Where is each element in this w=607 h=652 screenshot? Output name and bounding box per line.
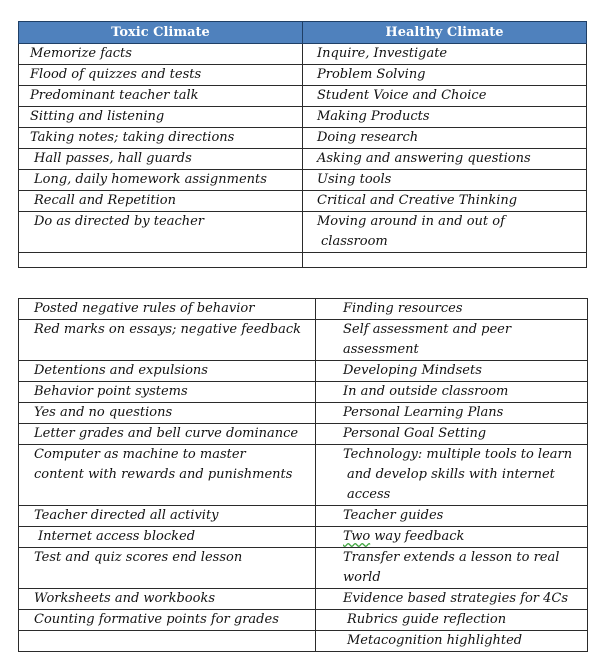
toxic-cell: Test and quiz scores end lesson [19,548,316,589]
toxic-cell: Red marks on essays; negative feedback [19,320,316,361]
healthy-cell: Teacher guides [316,506,588,527]
toxic-cell: Letter grades and bell curve dominance [19,424,316,445]
toxic-cell [19,191,303,212]
table-row [19,403,588,424]
table-row [19,65,587,86]
toxic-cell: Memorize facts [19,44,303,65]
healthy-cell: Evidence based strategies for 4Cs [316,589,588,610]
table-row [19,631,588,652]
toxic-cell-text: Do as directed by teacher [34,214,205,229]
healthy-cell-text: Metacognition highlighted [347,633,523,648]
healthy-cell [316,631,588,652]
table-row [19,44,587,65]
table-row [19,548,588,589]
toxic-cell: Detentions and expulsions [19,361,316,382]
toxic-cell [19,527,316,548]
table-row [19,170,587,191]
healthy-cell-text: Rubrics guide reflection [347,612,507,627]
healthy-cell [316,610,588,631]
empty-cell [303,253,587,268]
healthy-cell: Problem Solving [303,65,587,86]
table-row [19,149,587,170]
toxic-cell: Taking notes; taking directions [19,128,303,149]
toxic-cell [19,149,303,170]
toxic-cell-text: Internet access blocked [38,529,196,544]
toxic-cell: Posted negative rules of behavior [19,299,316,320]
healthy-cell-line-2: classroom [321,234,388,249]
toxic-cell [19,631,316,652]
healthy-cell: In and outside classroom [316,382,588,403]
healthy-cell [303,212,587,253]
toxic-cell: Sitting and listening [19,107,303,128]
table-row [19,527,588,548]
toxic-cell: Yes and no questions [19,403,316,424]
healthy-cell [316,527,588,548]
toxic-cell-text: Hall passes, hall guards [34,151,192,166]
table-row [19,107,587,128]
healthy-cell: Student Voice and Choice [303,86,587,107]
table-row [19,424,588,445]
toxic-cell [19,170,303,191]
table-row [19,445,588,506]
toxic-climate-header: Toxic Climate [19,22,303,44]
table-row [19,212,587,253]
table-row [19,320,588,361]
healthy-cell: Developing Mindsets [316,361,588,382]
healthy-cell [316,445,588,506]
empty-cell [19,253,303,268]
healthy-cell: Inquire, Investigate [303,44,587,65]
toxic-cell: Counting formative points for grades [19,610,316,631]
toxic-cell: Predominant teacher talk [19,86,303,107]
table-row [19,128,587,149]
climate-comparison-table-2 [18,298,588,652]
table-row [19,506,588,527]
toxic-cell [19,445,316,506]
table-row [19,610,588,631]
toxic-cell: Flood of quizzes and tests [19,65,303,86]
toxic-cell-text: Recall and Repetition [34,193,176,208]
healthy-cell: Finding resources [316,299,588,320]
healthy-cell: Personal Goal Setting [316,424,588,445]
healthy-cell: Self assessment and peer assessment [316,320,588,361]
table-row [19,86,587,107]
climate-comparison-table-1 [18,21,587,268]
spellcheck-underlined-word: Two [343,529,371,544]
table-row [19,589,588,610]
empty-row [19,253,587,268]
healthy-cell: Making Products [303,107,587,128]
table-header-row [19,22,587,44]
toxic-cell [19,212,303,253]
toxic-cell-line-1: Computer as machine to master [34,447,246,462]
healthy-cell-text: way feedback [370,529,465,544]
table-row [19,299,588,320]
healthy-cell-line-2: and develop skills with internet access [347,467,555,502]
toxic-cell: Worksheets and workbooks [19,589,316,610]
healthy-cell-line-1: Technology: multiple tools to learn [343,447,573,462]
healthy-cell: Doing research [303,128,587,149]
table-row [19,191,587,212]
toxic-cell: Behavior point systems [19,382,316,403]
table-row [19,382,588,403]
healthy-cell: Critical and Creative Thinking [303,191,587,212]
toxic-cell-line-2: content with rewards and punishments [34,467,293,482]
healthy-climate-header: Healthy Climate [303,22,587,44]
healthy-cell: Personal Learning Plans [316,403,588,424]
healthy-cell: Asking and answering questions [303,149,587,170]
toxic-cell-text: Long, daily homework assignments [34,172,267,187]
healthy-cell: Using tools [303,170,587,191]
table-row [19,361,588,382]
healthy-cell-line-1: Moving around in and out of [317,214,505,229]
healthy-cell: Transfer extends a lesson to real world [316,548,588,589]
toxic-cell: Teacher directed all activity [19,506,316,527]
